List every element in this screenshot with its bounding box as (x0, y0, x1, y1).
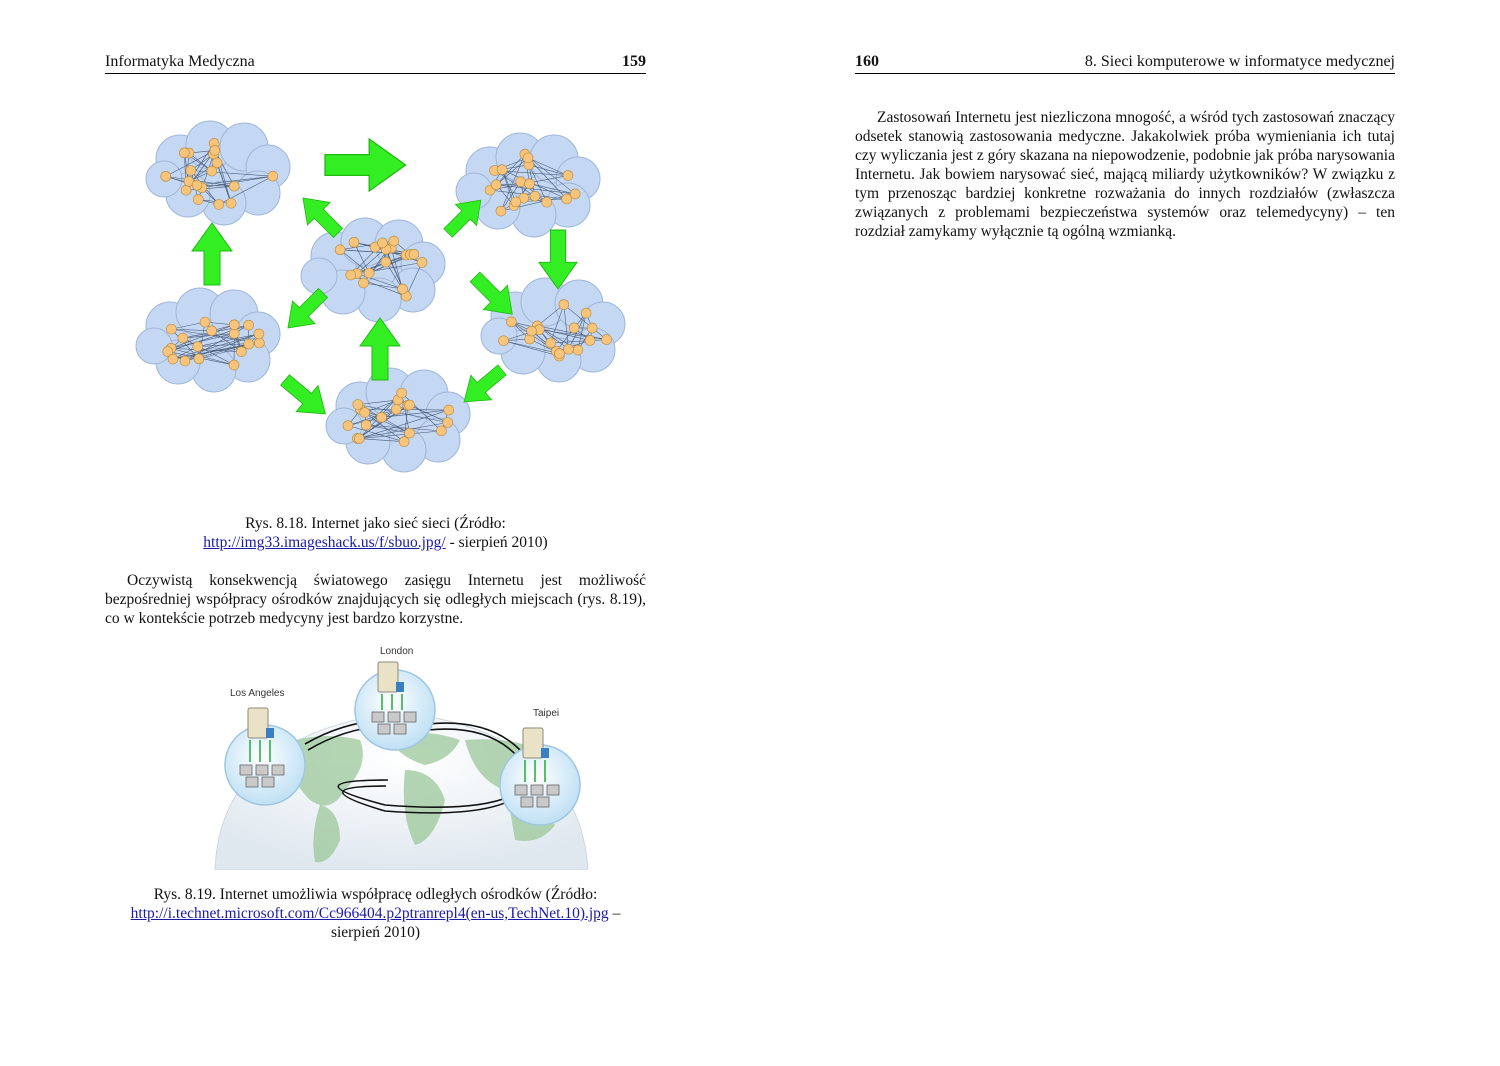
user-node (226, 198, 236, 208)
figure2-source-link[interactable]: http://i.technet.microsoft.com/Cc966404.p2ptranrepl4(en-us,TechNet.10).jpg (130, 905, 609, 922)
user-node (361, 420, 371, 430)
network-of-networks-illustration (130, 115, 630, 475)
cloud-network-bottom (326, 368, 470, 472)
user-node (166, 324, 176, 334)
user-node (193, 342, 203, 352)
user-node (417, 257, 427, 267)
user-node (194, 354, 204, 364)
left-page-number: 159 (622, 53, 646, 70)
label-taipei: Taipei (533, 708, 560, 719)
user-node (397, 388, 407, 398)
right-page-header (855, 53, 1395, 74)
user-node (181, 185, 191, 195)
user-node (530, 191, 540, 201)
user-node (346, 270, 356, 280)
figure1-source-link[interactable]: http://img33.imageshack.us/f/sbuo.jpg/ (203, 534, 446, 551)
user-node (585, 335, 595, 345)
user-node (179, 148, 189, 158)
cloud-network-center (301, 218, 445, 322)
user-node (244, 320, 254, 330)
user-node (200, 317, 210, 327)
user-node (254, 338, 264, 348)
user-node (569, 323, 579, 333)
user-node (491, 180, 501, 190)
figure-network-of-networks (130, 115, 630, 475)
arrow-bottom-left (274, 367, 336, 427)
user-node (207, 166, 217, 176)
user-node (377, 412, 387, 422)
cloud-network-top-left (146, 121, 290, 225)
left-paragraph-text: Oczywistą konsekwencją światowego zasięgu Internetu jest możliwość bezpośredniej współpracy ośrodków znajdujących się odległych miejscach (rys. 8.19), co w kontekście potrzeb medycyny jest bardzo korzystne. (105, 572, 646, 627)
user-node (207, 326, 217, 336)
user-node (523, 153, 533, 163)
user-node (254, 329, 264, 339)
user-node (563, 171, 573, 181)
arrow-left (192, 223, 232, 285)
user-node (555, 349, 565, 359)
user-node (360, 408, 370, 418)
arrow-top (325, 139, 406, 191)
user-node (161, 171, 171, 181)
user-node (168, 354, 178, 364)
user-node (562, 194, 572, 204)
user-node (186, 166, 196, 176)
left-header-title: Informatyka Medyczna (105, 53, 255, 70)
user-node (546, 338, 556, 348)
user-node (364, 268, 374, 278)
user-node (335, 245, 345, 255)
user-node (511, 197, 521, 207)
user-node (405, 400, 415, 410)
user-node (397, 284, 407, 294)
cloud-network-middle-left (136, 288, 280, 392)
label-los-angeles: Los Angeles (230, 688, 285, 699)
user-node (178, 333, 188, 343)
user-node (377, 238, 387, 248)
user-node (381, 257, 391, 267)
user-node (405, 428, 415, 438)
right-page-number: 160 (855, 53, 879, 70)
world-collaboration-illustration (210, 640, 590, 870)
user-node (193, 195, 203, 205)
figure2-caption (105, 885, 646, 942)
user-node (602, 335, 612, 345)
figure1-caption (105, 514, 646, 552)
figure2-caption-text: Rys. 8.19. Internet umożliwia współpracę odległych ośrodków (Źródło: (153, 886, 598, 903)
user-node (409, 249, 419, 259)
figure2-caption-date: sierpień 2010) (330, 924, 421, 941)
label-london: London (380, 646, 414, 657)
user-node (559, 300, 569, 310)
user-node (444, 405, 454, 415)
right-page (855, 0, 1395, 1066)
user-node (349, 237, 359, 247)
user-node (359, 278, 369, 288)
user-node (587, 323, 597, 333)
site-london (355, 662, 435, 750)
figure1-caption-text: Rys. 8.18. Internet jako sieć sieci (Źródło: (245, 515, 506, 532)
figure-world-collaboration (210, 640, 590, 870)
site-los-angeles (225, 708, 305, 805)
user-node (499, 336, 509, 346)
user-node (542, 197, 552, 207)
user-node (229, 320, 239, 330)
user-node (506, 317, 516, 327)
user-node (229, 181, 239, 191)
left-page (105, 0, 646, 1066)
left-body-paragraph (105, 571, 646, 628)
user-node (389, 236, 399, 246)
user-node (581, 308, 591, 318)
user-node (354, 434, 364, 444)
user-node (497, 165, 507, 175)
user-node (573, 345, 583, 355)
user-node (244, 339, 254, 349)
right-body-paragraph (855, 108, 1395, 241)
user-node (525, 179, 535, 189)
figure2-caption-dash: – (608, 905, 621, 922)
user-node (353, 399, 363, 409)
user-node (436, 426, 446, 436)
user-node (229, 360, 239, 370)
user-node (236, 347, 246, 357)
right-paragraph-text: Zastosowań Internetu jest niezliczona mnogość, a wśród tych zastosowań znaczący odsetek stanowią zastosowania medyczne. Jakakolwiek próba wymieniania ich tutaj czy wyliczania jest z góry skazana na niepowodzenie, podobnie jak próba narysowania Internetu. Jak bowiem narysować sieć, mającą miliardy użytkowników? W związku z tym przenosząc bardziej konkretne rozważania do innych rozdziałów (zwłaszcza związanych z problemami bezpieczeństwa systemów oraz telemedycyny) – ten rozdział zamykamy wyłącznie tą ogólną wzmianką. (855, 109, 1395, 240)
user-node (564, 344, 574, 354)
user-node (496, 206, 506, 216)
right-header-title: 8. Sieci komputerowe w informatyce medycznej (1084, 53, 1395, 70)
user-node (268, 171, 278, 181)
user-node (214, 199, 224, 209)
user-node (399, 437, 409, 447)
user-node (343, 421, 353, 431)
figure1-caption-date: - sierpień 2010) (445, 534, 548, 551)
user-node (391, 404, 401, 414)
left-page-header (105, 53, 646, 74)
user-node (443, 417, 453, 427)
user-node (210, 145, 220, 155)
user-node (527, 326, 537, 336)
user-node (180, 356, 190, 366)
user-node (192, 180, 202, 190)
user-node (516, 177, 526, 187)
